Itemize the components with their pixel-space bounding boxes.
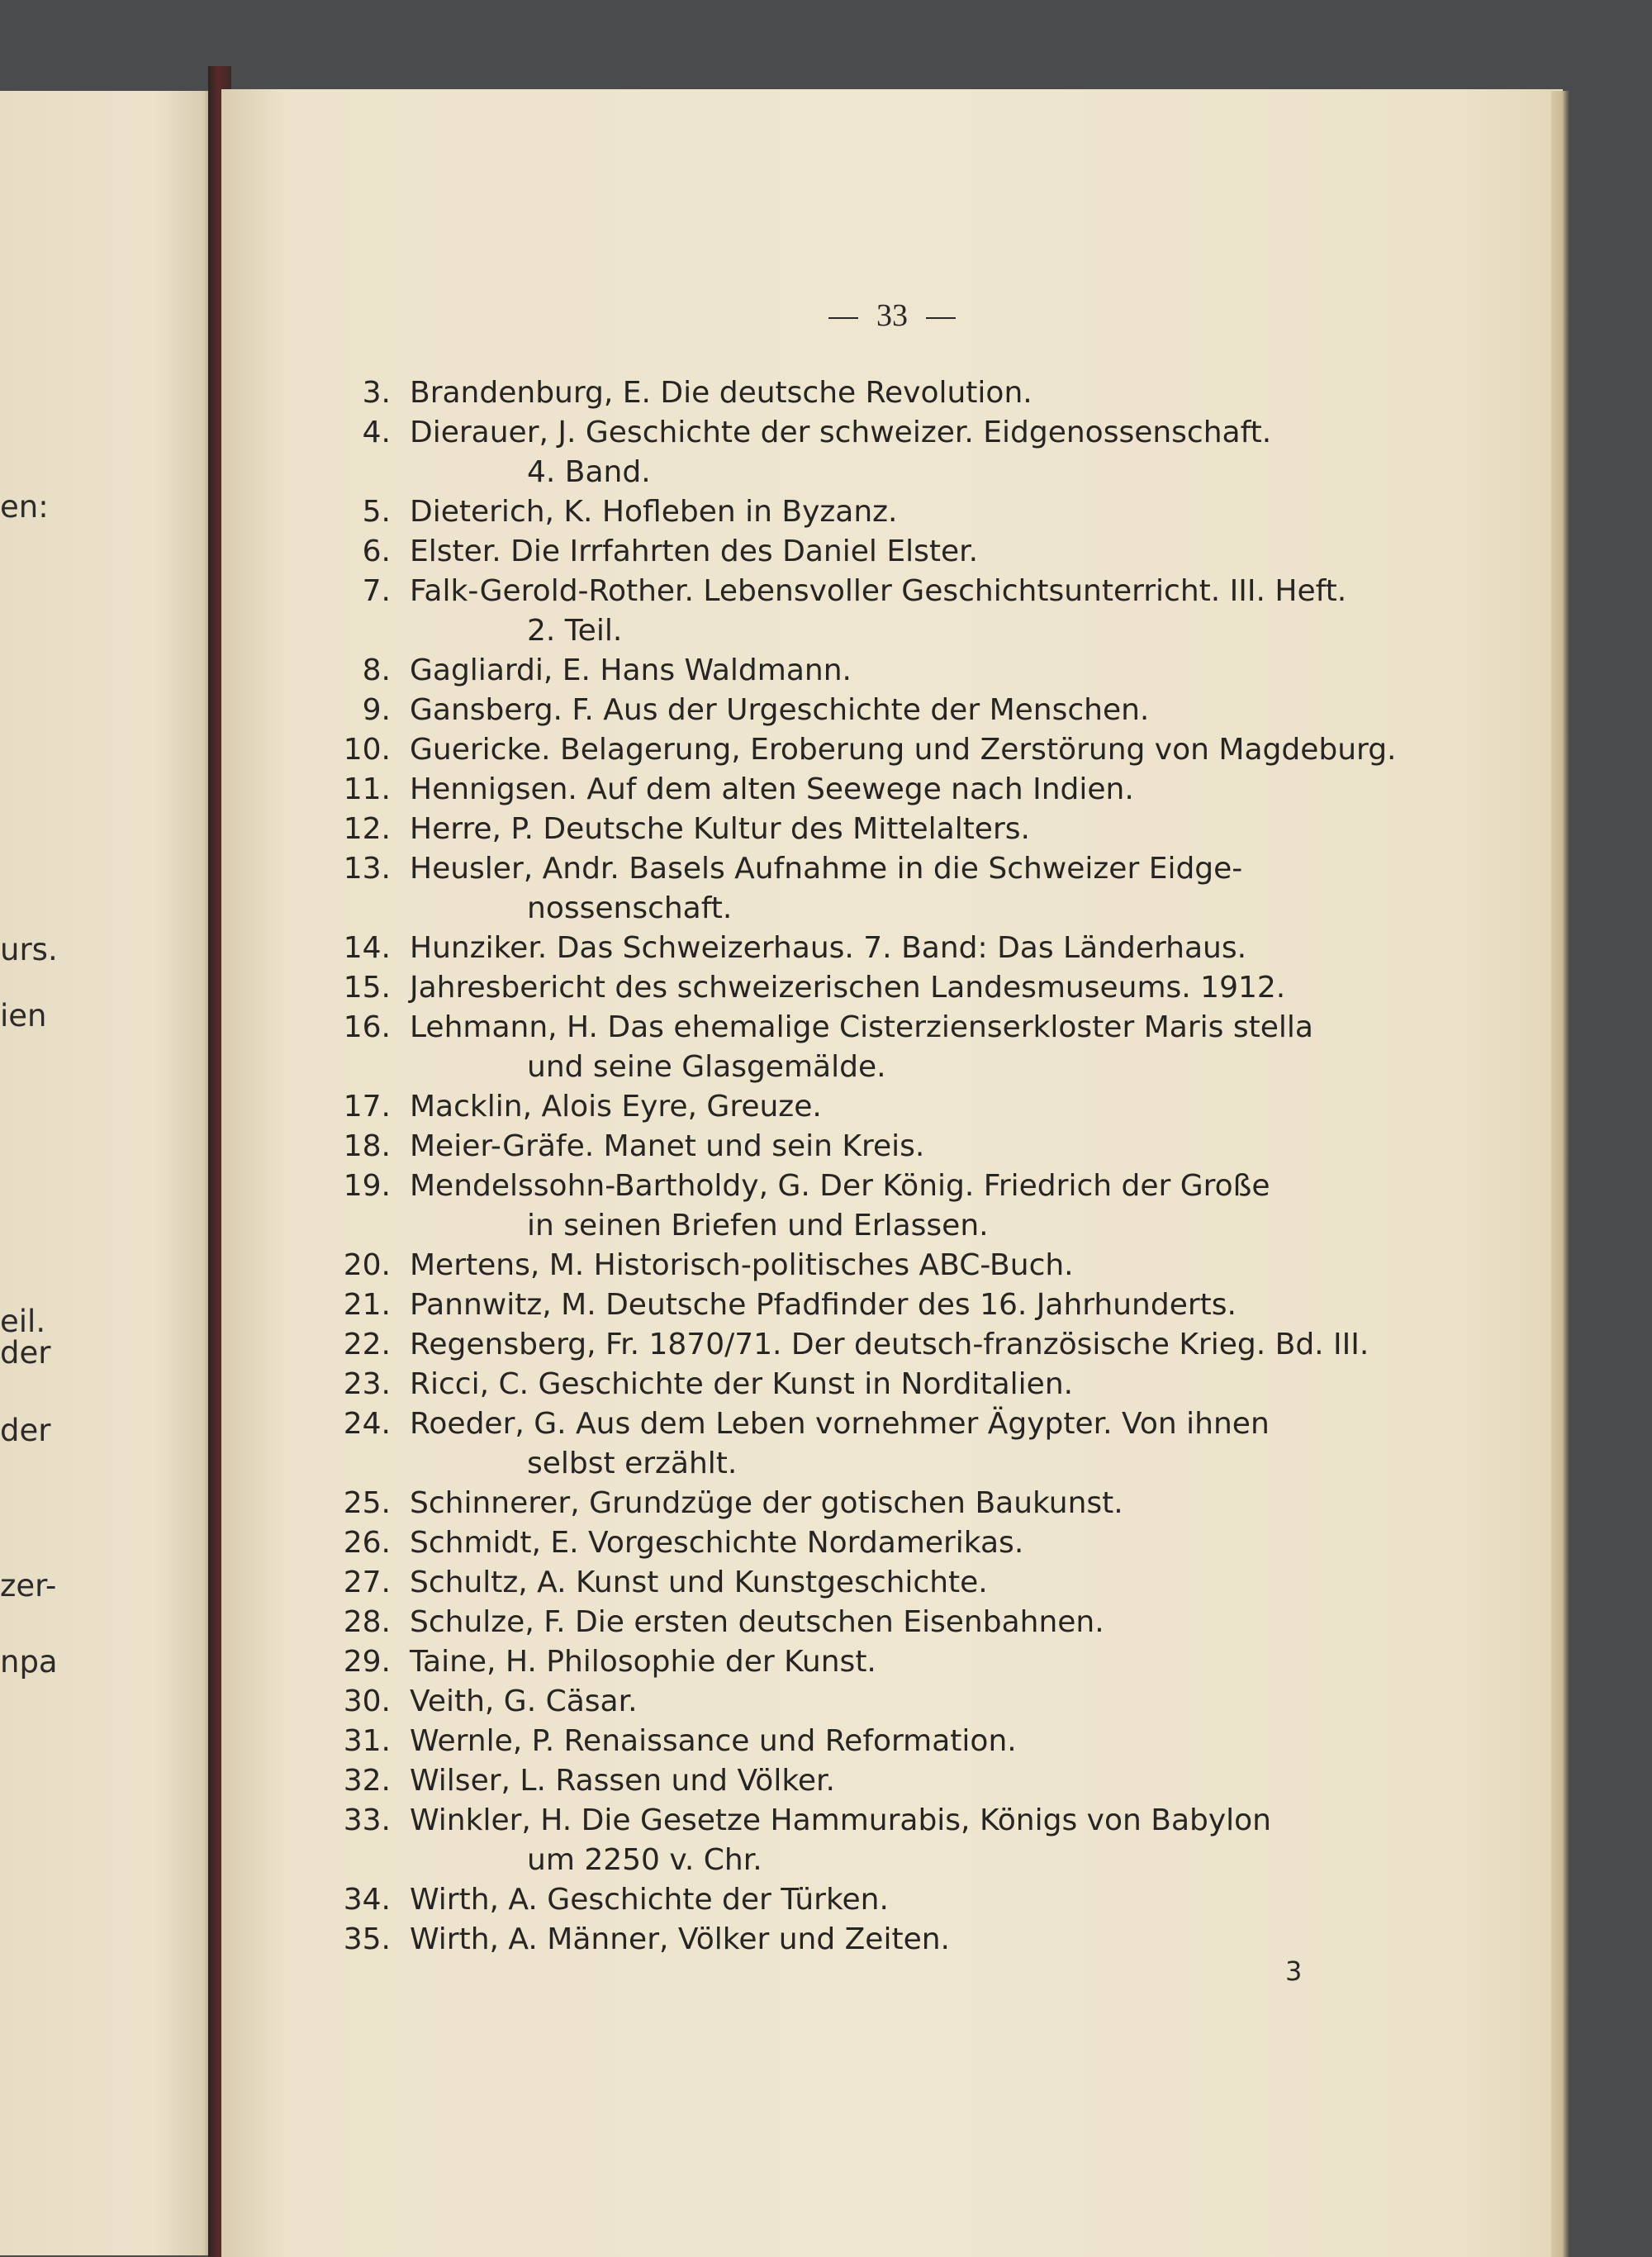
entry-number: 12. xyxy=(343,812,391,846)
entry-number: 19. xyxy=(343,1169,391,1203)
entry-text: Schinnerer, Grundzüge der gotischen Baukunst. xyxy=(410,1486,1123,1520)
entry-text: Gagliardi, E. Hans Waldmann. xyxy=(410,653,852,687)
entry-number: 30. xyxy=(343,1684,391,1718)
left-page xyxy=(0,91,221,2255)
entry-text: Schmidt, E. Vorgeschichte Nordamerikas. xyxy=(410,1526,1024,1560)
entry-number: 18. xyxy=(343,1129,391,1163)
left-page-fragment: der xyxy=(0,1413,51,1448)
entry-number: 4. xyxy=(362,416,391,449)
entry-text: Brandenburg, E. Die deutsche Revolution. xyxy=(410,376,1032,410)
entry-number: 22. xyxy=(343,1328,391,1361)
left-page-fragment: der xyxy=(0,1335,51,1371)
entry-number: 16. xyxy=(343,1010,391,1044)
entry-text: Dierauer, J. Geschichte der schweizer. Eidgenossenschaft. xyxy=(410,416,1272,449)
entry-text: Falk-Gerold-Rother. Lebensvoller Geschichtsunterricht. III. Heft. xyxy=(410,574,1347,608)
left-page-fragment: npa xyxy=(0,1644,58,1680)
left-page-fragment: urs. xyxy=(0,932,58,967)
entry-number: 8. xyxy=(362,653,391,687)
entry-text: Hunziker. Das Schweizerhaus. 7. Band: Das Länderhaus. xyxy=(410,931,1247,965)
entry-text: Roeder, G. Aus dem Leben vornehmer Ägypter. Von ihnen xyxy=(410,1407,1270,1441)
page-number: 33 xyxy=(876,298,908,333)
entry-text: Wirth, A. Männer, Völker und Zeiten. xyxy=(410,1922,950,1956)
entry-number: 5. xyxy=(362,495,391,529)
entry-continuation: um 2250 v. Chr. xyxy=(527,1843,762,1877)
entry-number: 6. xyxy=(362,535,391,568)
entry-text: Heusler, Andr. Basels Aufnahme in die Schweizer Eidge- xyxy=(410,852,1243,886)
entry-continuation: 2. Teil. xyxy=(527,614,623,648)
entry-number: 7. xyxy=(362,574,391,608)
entry-text: Macklin, Alois Eyre, Greuze. xyxy=(410,1090,822,1124)
entry-continuation: selbst erzählt. xyxy=(527,1447,738,1480)
entry-text: Wilser, L. Rassen und Völker. xyxy=(410,1764,835,1798)
entry-number: 25. xyxy=(343,1486,391,1520)
entry-continuation: und seine Glasgemälde. xyxy=(527,1050,886,1084)
page-header xyxy=(221,297,1563,334)
entry-text: Mertens, M. Historisch-politisches ABC-Buch. xyxy=(410,1248,1074,1282)
entry-text: Taine, H. Philosophie der Kunst. xyxy=(410,1645,876,1679)
entry-text: Guericke. Belagerung, Eroberung und Zerstörung von Magdeburg. xyxy=(410,733,1397,767)
signature-mark: 3 xyxy=(1285,1955,1303,1987)
left-page-fragment: en: xyxy=(0,489,49,525)
entry-number: 3. xyxy=(362,376,391,410)
entry-number: 13. xyxy=(343,852,391,886)
entry-text: Winkler, H. Die Gesetze Hammurabis, Königs von Babylon xyxy=(410,1803,1271,1837)
entry-text: Dieterich, K. Hofleben in Byzanz. xyxy=(410,495,898,529)
entry-number: 24. xyxy=(343,1407,391,1441)
entry-number: 23. xyxy=(343,1367,391,1401)
left-page-fragment: zer- xyxy=(0,1568,57,1604)
entry-number: 14. xyxy=(343,931,391,965)
entry-number: 9. xyxy=(362,693,391,727)
entry-number: 11. xyxy=(343,772,391,806)
entry-number: 27. xyxy=(343,1566,391,1599)
entry-number: 32. xyxy=(343,1764,391,1798)
entry-text: Veith, G. Cäsar. xyxy=(410,1684,638,1718)
entry-number: 17. xyxy=(343,1090,391,1124)
entry-text: Wernle, P. Renaissance und Reformation. xyxy=(410,1724,1017,1758)
entry-text: Lehmann, H. Das ehemalige Cisterzienserkloster Maris stella xyxy=(410,1010,1313,1044)
entry-text: Schultz, A. Kunst und Kunstgeschichte. xyxy=(410,1566,988,1599)
entry-text: Elster. Die Irrfahrten des Daniel Elster. xyxy=(410,535,979,568)
left-page-fragment: ien xyxy=(0,998,47,1033)
entry-text: Ricci, C. Geschichte der Kunst in Norditalien. xyxy=(410,1367,1074,1401)
entry-text: Pannwitz, M. Deutsche Pfadfinder des 16. Jahrhunderts. xyxy=(410,1288,1237,1322)
page-edge xyxy=(1551,91,1569,2257)
entry-number: 20. xyxy=(343,1248,391,1282)
entry-text: Wirth, A. Geschichte der Türken. xyxy=(410,1883,889,1917)
entry-number: 10. xyxy=(343,733,391,767)
entry-number: 35. xyxy=(343,1922,391,1956)
entry-text: Regensberg, Fr. 1870/71. Der deutsch-französische Krieg. Bd. III. xyxy=(410,1328,1370,1361)
header-dash-left xyxy=(828,317,858,319)
entry-number: 31. xyxy=(343,1724,391,1758)
entry-number: 34. xyxy=(343,1883,391,1917)
entry-text: Herre, P. Deutsche Kultur des Mittelalters. xyxy=(410,812,1030,846)
entry-text: Schulze, F. Die ersten deutschen Eisenbahnen. xyxy=(410,1605,1104,1639)
entry-continuation: nossenschaft. xyxy=(527,891,733,925)
entry-number: 29. xyxy=(343,1645,391,1679)
entry-text: Jahresbericht des schweizerischen Landesmuseums. 1912. xyxy=(410,971,1286,1005)
entry-text: Gansberg. F. Aus der Urgeschichte der Menschen. xyxy=(410,693,1150,727)
entry-number: 15. xyxy=(343,971,391,1005)
entry-number: 26. xyxy=(343,1526,391,1560)
left-page-fragment: eil. xyxy=(0,1304,46,1339)
entry-continuation: 4. Band. xyxy=(527,455,651,489)
entry-text: Mendelssohn-Bartholdy, G. Der König. Friedrich der Große xyxy=(410,1169,1270,1203)
entry-text: Meier-Gräfe. Manet und sein Kreis. xyxy=(410,1129,925,1163)
entry-number: 33. xyxy=(343,1803,391,1837)
entry-continuation: in seinen Briefen und Erlassen. xyxy=(527,1209,989,1243)
header-dash-right xyxy=(926,317,956,319)
entry-text: Hennigsen. Auf dem alten Seewege nach Indien. xyxy=(410,772,1134,806)
entry-number: 21. xyxy=(343,1288,391,1322)
entry-number: 28. xyxy=(343,1605,391,1639)
